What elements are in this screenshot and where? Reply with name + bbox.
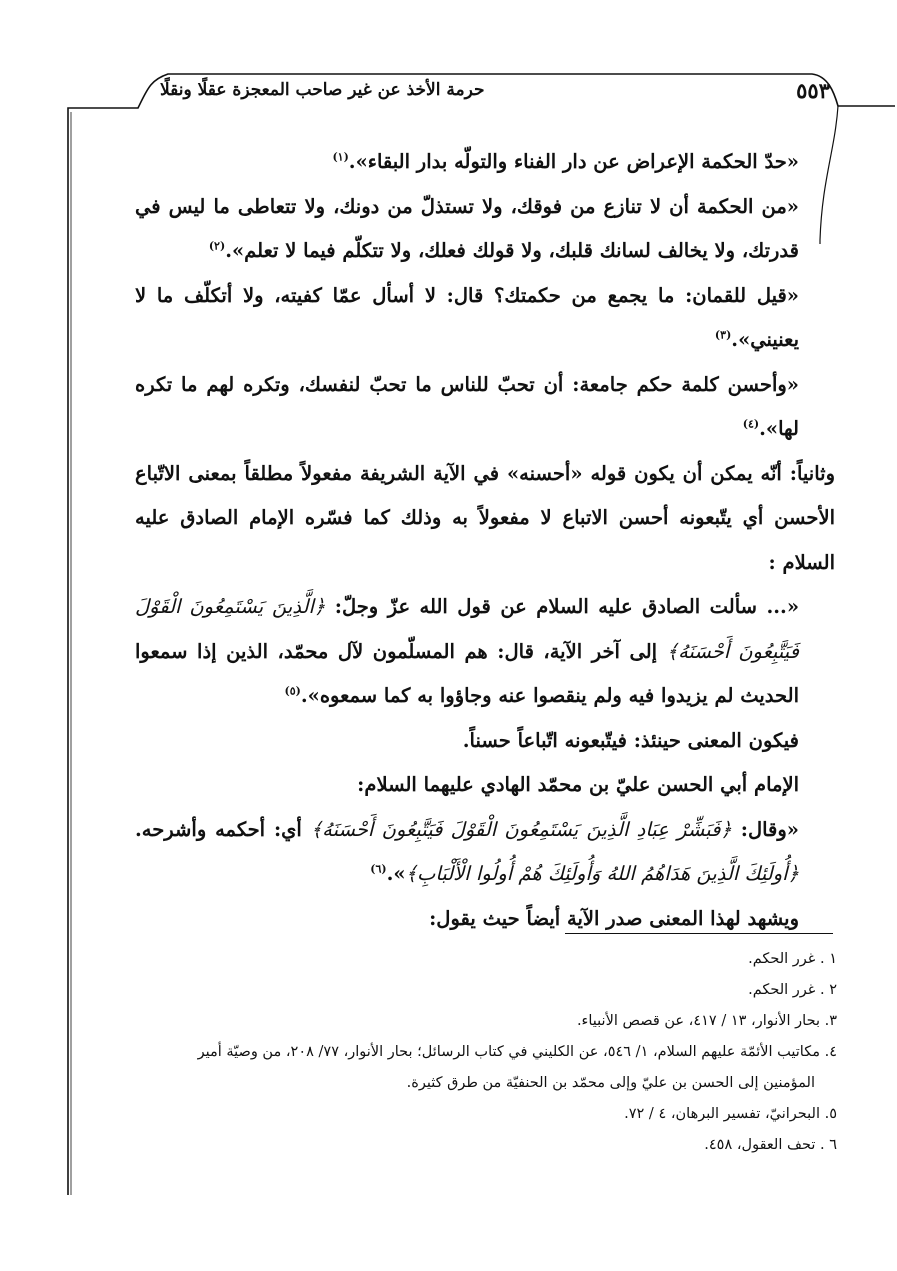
main-text xyxy=(135,140,835,941)
quote-paragraph-3: «قيل للقمان: ما يجمع من حكمتك؟ قال: لا أسأل عمّا كفيته، ولا أتكلّف ما لا يعنيني».$^{(٣)}$ xyxy=(135,283,799,351)
quote-paragraph-6: «وقال: ﴿فَبَشِّرْ عِبَادِ الَّذِينَ يَسْتَمِعُونَ الْقَوْلَ فَيَتَّبِعُونَ أَحْسَنَهُ﴾ أي: أحكمه وأشرحه. ﴿أُولَئِكَ الَّذِينَ هَدَاهُمُ اللهُ وَأُولَئِكَ هُمْ أُولُوا الْأَلْبَابِ﴾».$^{(٦)}$ xyxy=(135,817,799,885)
footnote-ref-3: (٣) xyxy=(714,328,732,342)
footnote-ref-5: (٥) xyxy=(284,684,301,698)
footnote-4: ٤. مكاتيب الأئمّة عليهم السلام، ١/ ٥٤٦، عن الكليني في كتاب الرسائل؛ بحار الأنوار، ٧٧/ ٢٠٨، من وصيّة أمير xyxy=(197,1044,837,1060)
quote-paragraph-4: «وأحسن كلمة حكم جامعة: أن تحبّ للناس ما تحبّ لنفسك، وتكره لهم ما تكره لها».$^{(٤)}$ xyxy=(135,372,799,440)
quote-paragraph-2: «من الحكمة أن لا تنازع من فوقك، ولا تستذلّ من دونك، ولا تتعاطى ما ليس في قدرتك، ولا يخالف لسانك قلبك، ولا قولك فعلك، ولا تتكلّم فيما لا تعلم».$^{(٢)}$ xyxy=(135,194,799,262)
page-header xyxy=(150,74,830,106)
footnote-ref-6: (٦) xyxy=(370,862,387,876)
page-number: ٥٥٣ xyxy=(796,77,830,103)
footnote-4-continued: المؤمنين إلى الحسن بن عليّ وإلى محمّد بن الحنفيّة من طرق كثيرة. xyxy=(406,1075,815,1091)
quote-paragraph-5: «... سألت الصادق عليه السلام عن قول الله عزّ وجلّ: ﴿الَّذِينَ يَسْتَمِعُونَ الْقَوْلَ فَيَتَّبِعُونَ أَحْسَنَهُ﴾ إلى آخر الآية، قال: هم المسلّمون لآل محمّد، الذين إذا سمعوا الحديث لم يزيدوا فيه ولم ينقصوا عنه وجاؤوا به كما سمعوه».$^{(٥)}$ xyxy=(135,595,800,707)
footnote-ref-1: (١) xyxy=(332,150,349,164)
body-paragraph-secondly: وثانياً: أنّه يمكن أن يكون قوله «أحسنه» في الآية الشريفة مفعولاً مطلقاً بمعنى الاتّباع الأحسن أي يتّبعونه أحسن الاتباع لا مفعولاً به وذلك كما فسّره الإمام الصادق عليه السلام : xyxy=(135,461,835,574)
footnote-3: ٣. بحار الأنوار، ١٣ / ٤١٧، عن قصص الأنبياء. xyxy=(576,1013,837,1029)
footnote-divider xyxy=(565,933,833,934)
quote-paragraph-1: «حدّ الحكمة الإعراض عن دار الفناء والتولّه بدار البقاء».$^{(١)}$ xyxy=(332,150,799,173)
footnotes xyxy=(135,944,837,1161)
footnote-2: ٢ . غرر الحكم. xyxy=(748,982,837,998)
footnote-1: ١ . غرر الحكم. xyxy=(748,951,837,967)
quran-verse: ﴿الَّذِينَ يَسْتَمِعُونَ الْقَوْلَ فَيَتَّبِعُونَ أَحْسَنَهُ﴾ xyxy=(135,595,800,663)
body-paragraph-imam: الإمام أبي الحسن عليّ بن محمّد الهادي عليهما السلام: xyxy=(357,773,799,796)
quran-verse: ﴿فَبَشِّرْ عِبَادِ الَّذِينَ يَسْتَمِعُونَ الْقَوْلَ فَيَتَّبِعُونَ أَحْسَنَهُ﴾ xyxy=(310,817,732,841)
quran-verse: ﴿أُولَئِكَ الَّذِينَ هَدَاهُمُ اللهُ وَأُولَئِكَ هُمْ أُولُوا الْأَلْبَابِ﴾ xyxy=(405,862,799,885)
running-title: حرمة الأخذ عن غير صاحب المعجزة عقلًا ونقلًا xyxy=(160,80,485,100)
footnote-6: ٦ . تحف العقول، ٤٥٨. xyxy=(704,1137,837,1153)
body-paragraph-witness: ويشهد لهذا المعنى صدر الآية أيضاً حيث يقول: xyxy=(429,906,799,930)
footnote-ref-4: (٤) xyxy=(742,417,760,431)
footnote-5: ٥. البحرانيّ، تفسير البرهان، ٤ / ٧٢. xyxy=(624,1106,837,1122)
footnote-ref-2: (٢) xyxy=(208,239,226,253)
body-paragraph-meaning: فيكون المعنى حينئذ: فيتّبعونه اتّباعاً حسناً. xyxy=(462,728,799,752)
